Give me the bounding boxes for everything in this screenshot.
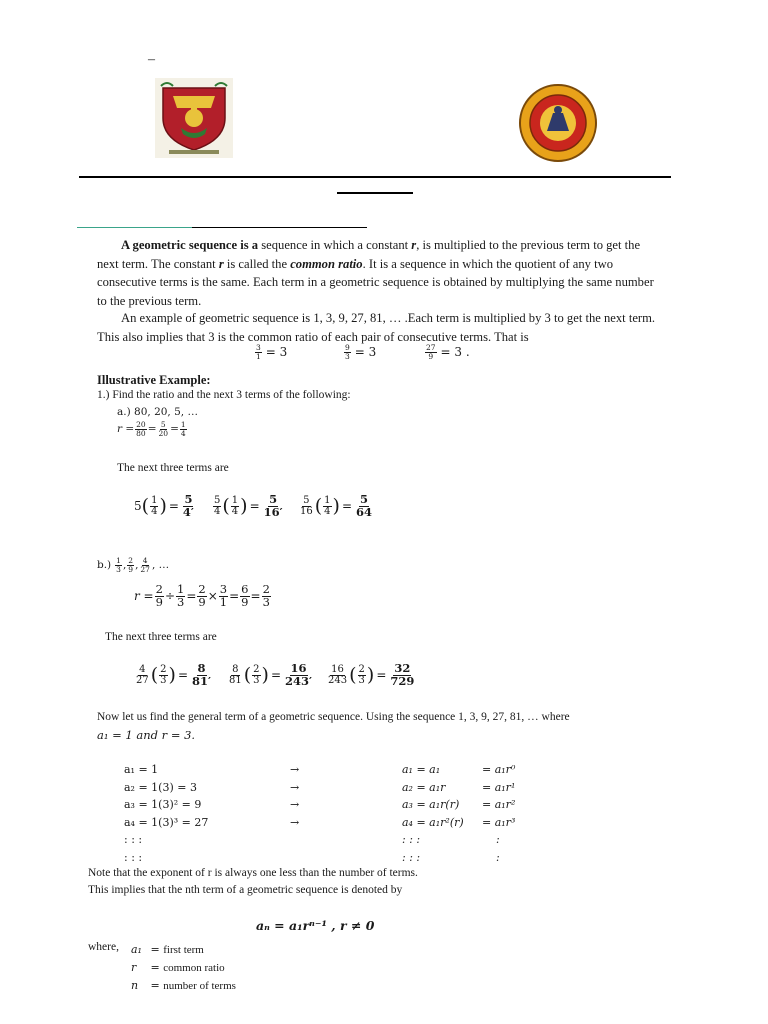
part-b-term-3: $\frac{16}{243}$ ( $\frac{2}{3}$ ) = $\frac{32}{729}$ bbox=[328, 661, 415, 688]
part-b-next-label: The next three terms are bbox=[105, 631, 217, 643]
ratio-1: $\frac{3}{1}$ = 3 bbox=[256, 343, 288, 361]
example-paragraph: An example of geometric sequence is 1, 3, 9, 27, 81, … .Each term is multiplied by 3 to get the next term. This also implies that 3 is the common ratio of each pair of consecutive terms. That is bbox=[97, 311, 656, 344]
derivation-right: a₁ = a₁ a₂ = a₁r a₃ = a₁r(r) a₄ = a₁r²(r) : : : : : : bbox=[402, 763, 464, 864]
section-underline bbox=[192, 227, 367, 228]
part-b-term-2: $\frac{8}{81}$ ( $\frac{2}{3}$ ) = $\frac{16}{243'}$ bbox=[229, 661, 313, 688]
part-b-sequence: b.) $\frac{1}{3}$ , $\frac{2}{9}$ , $\frac{4}{27}$ , … bbox=[97, 556, 170, 574]
note-line-1: Note that the exponent of r is always one less than the number of terms. bbox=[88, 867, 418, 879]
part-a-term-1: 5 ( $\frac{1}{4}$ ) = $\frac{5}{4'}$ bbox=[134, 492, 194, 519]
part-a-term-2: $\frac{5}{4}$ ( $\frac{1}{4}$ ) = $\frac{5}{16'}$ bbox=[214, 492, 283, 519]
general-term-intro: Now let us find the general term of a geometric sequence. Using the sequence 1, 3, 9, 27, 81, … where bbox=[97, 711, 570, 723]
title-underline bbox=[337, 192, 413, 194]
general-term-given: a₁ = 1 and r = 3. bbox=[97, 728, 196, 742]
part-a-term-3: $\frac{5}{16}$ ( $\frac{1}{4}$ ) = $\frac{5}{64}$ bbox=[300, 492, 373, 519]
derivation-result: = a₁r⁰ = a₁r¹ = a₁r² = a₁r³ : : bbox=[482, 763, 516, 864]
note-line-2: This implies that the nth term of a geometric sequence is denoted by bbox=[88, 884, 403, 896]
part-a-ratio: r = $\frac{20}{80}$ = $\frac{5}{20}$ = $\frac{1}{4}$ bbox=[117, 420, 186, 438]
rotc-seal-icon bbox=[517, 83, 599, 163]
derivation-left: a₁ = 1 a₂ = 1(3) = 3 a₃ = 1(3)² = 9 a₄ = 1(3)³ = 27 : : : : : : bbox=[124, 763, 209, 864]
illustrative-task: 1.) Find the ratio and the next 3 terms of the following: bbox=[97, 389, 351, 401]
definitions-list: a₁ = first term r = common ratio n = number of terms bbox=[131, 943, 236, 992]
university-crest-icon bbox=[155, 78, 233, 158]
illustrative-heading: Illustrative Example: bbox=[97, 373, 211, 387]
header-divider bbox=[79, 176, 671, 178]
accent-line bbox=[77, 227, 192, 228]
ratio-3: $\frac{27}{9}$ = 3 . bbox=[426, 343, 470, 361]
part-a-sequence: a.) 80, 20, 5, … bbox=[117, 406, 198, 418]
ratio-2: $\frac{9}{3}$ = 3 bbox=[345, 343, 377, 361]
header-dash: – bbox=[148, 52, 155, 67]
part-b-term-1: $\frac{4}{27}$ ( $\frac{2}{3}$ ) = $\frac{8}{81'}$ bbox=[136, 661, 212, 688]
derivation-arrows: → → → → bbox=[290, 763, 300, 829]
nth-term-formula: aₙ = a₁rⁿ⁻¹ , r ≠ 0 bbox=[256, 918, 375, 933]
part-a-next-label: The next three terms are bbox=[117, 462, 229, 474]
definition-paragraph: A geometric sequence is a sequence in which a constant r, is multiplied to the previous term to get the next term. The constant r is called the common ratio. It is a sequence in which the quotient of any two consecutive terms is the same. Each term in a geometric sequence is obtained by multiplying the same number to the previous term. bbox=[97, 238, 654, 308]
where-label: where, bbox=[88, 941, 119, 953]
part-b-ratio: r = $\frac{2}{9}$ ÷ $\frac{1}{3}$ = $\frac{2}{9}$ × $\frac{3}{1}$ = $\frac{6}{9}$ = $\frac{2}{3}$ bbox=[134, 582, 270, 609]
